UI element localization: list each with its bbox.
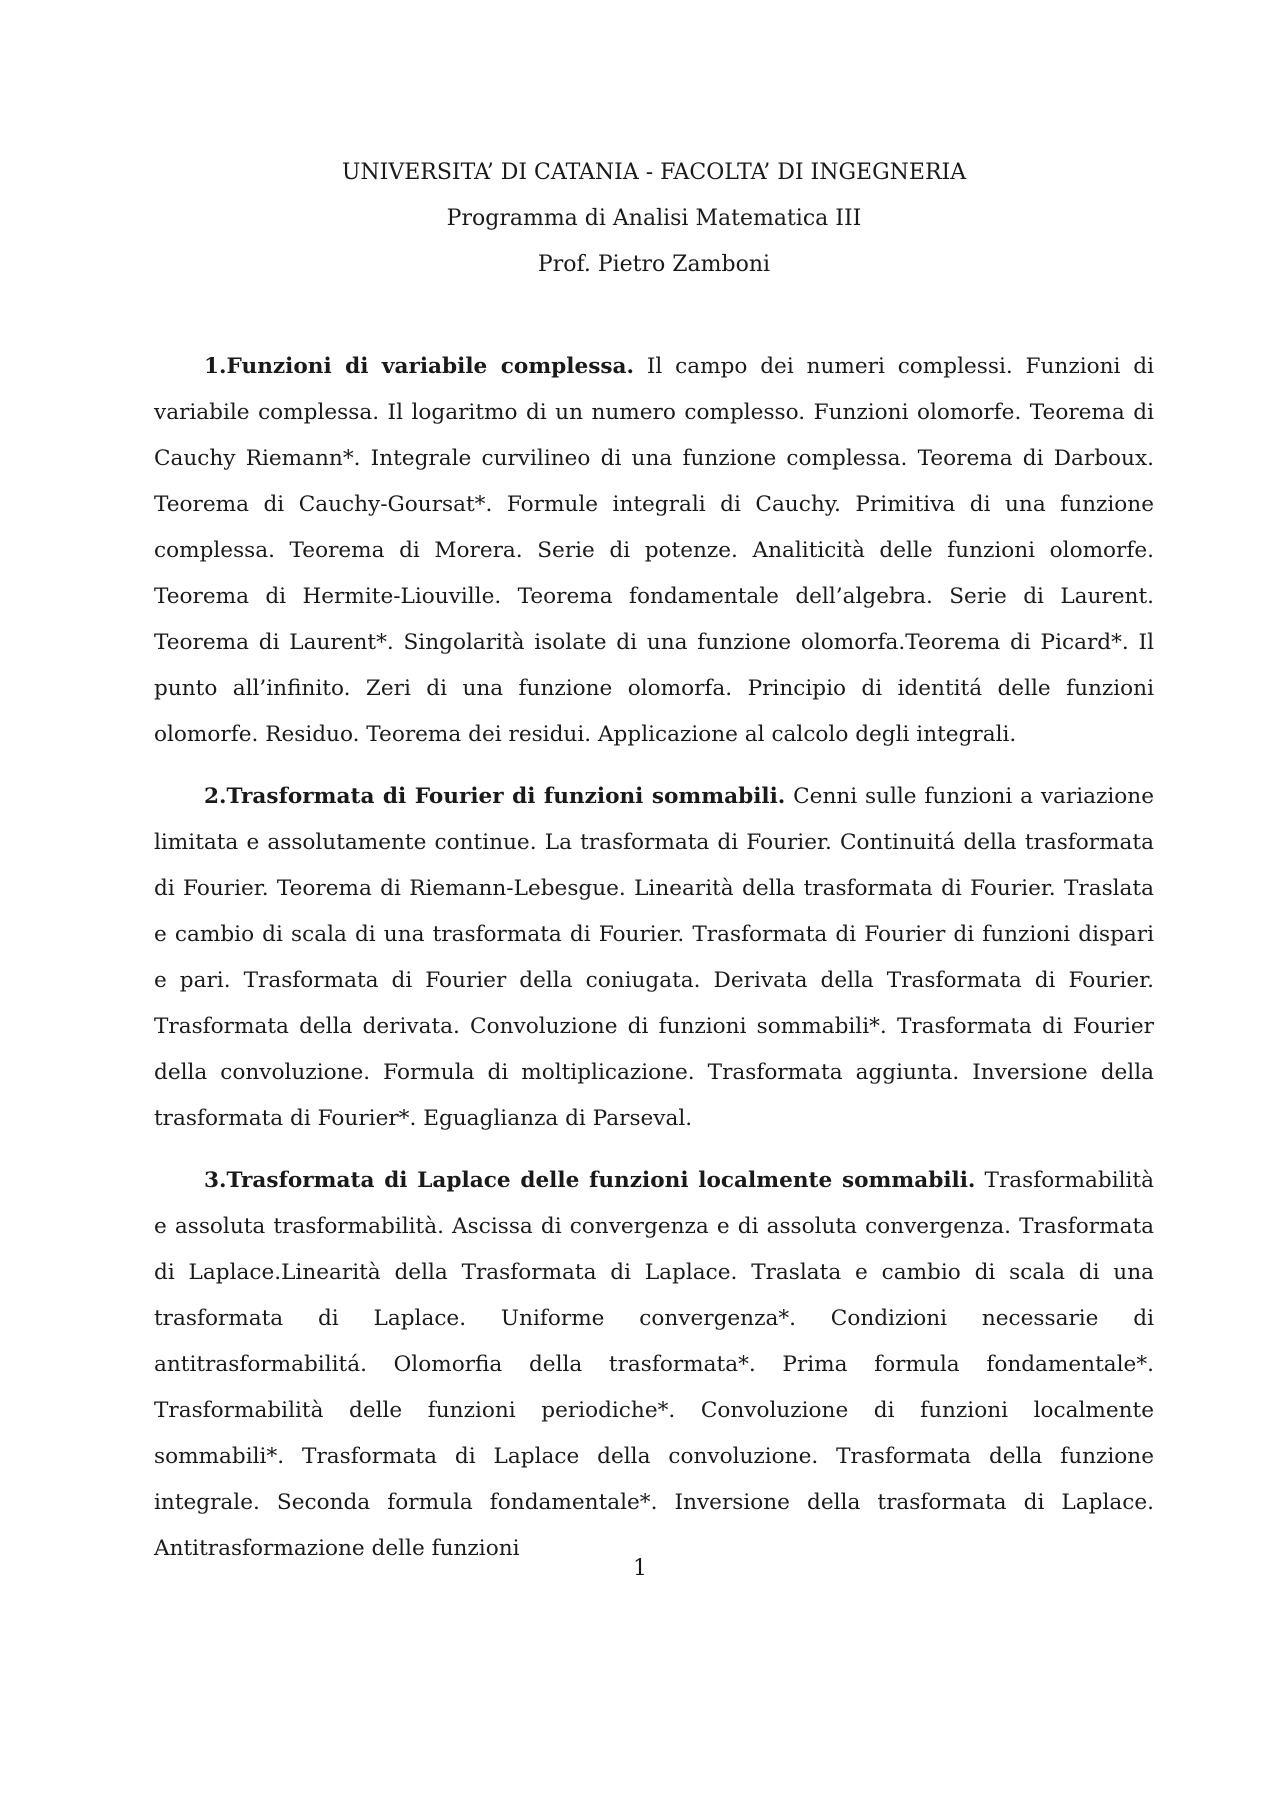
section-laplace-transform <box>154 1158 1154 1572</box>
section-body: Cenni sulle funzioni a variazione limitata e assolutamente continue. La trasformata di Fourier. Continuitá della trasformata di Fourier. Teorema di Riemann-Lebesgue. Linearità della trasformata di Fourier. Traslata e cambio di scala di una trasformata di Fourier. Trasformata di Fourier di funzioni dispari e pari. Trasformata di Fourier della coniugata. Derivata della Trasformata di Fourier. Trasformata della derivata. Convoluzione di funzioni sommabili*. Trasformata di Fourier della convoluzione. Formula di moltiplicazione. Trasformata aggiunta. Inversione della trasformata di Fourier*. Eguaglianza di Parseval. <box>154 784 1154 1131</box>
section-title: 3.Trasformata di Laplace delle funzioni localmente sommabili. <box>204 1168 976 1193</box>
section-title: 2.Trasformata di Fourier di funzioni sommabili. <box>204 784 786 809</box>
professor-name: Prof. Pietro Zamboni <box>537 252 771 277</box>
section-title: 1.Funzioni di variabile complessa. <box>204 354 635 379</box>
section-body: Trasformabilità e assoluta trasformabilità. Ascissa di convergenza e di assoluta convergenza. Trasformata di Laplace.Linearità della Trasformata di Laplace. Traslata e cambio di scala di una trasformata di Laplace. Uniforme convergenza*. Condizioni necessarie di antitrasformabilitá. Olomorfia della trasformata*. Prima formula fondamentale*. Trasformabilità delle funzioni periodiche*. Convoluzione di funzioni localmente sommabili*. Trasformata di Laplace della convoluzione. Trasformata della funzione integrale. Seconda formula fondamentale*. Inversione della trasformata di Laplace. Antitrasformazione delle funzioni <box>154 1168 1154 1561</box>
section-fourier-transform <box>154 774 1154 1142</box>
section-complex-functions <box>154 344 1154 758</box>
course-title: Programma di Analisi Matematica III <box>446 206 862 231</box>
sections-container <box>154 344 1154 1572</box>
page-number: 1 <box>633 1556 647 1581</box>
document-header <box>154 150 1154 288</box>
university-title: UNIVERSITA’ DI CATANIA - FACOLTA’ DI INGEGNERIA <box>341 160 967 185</box>
section-body: Il campo dei numeri complessi. Funzioni di variabile complessa. Il logaritmo di un numero complesso. Funzioni olomorfe. Teorema di Cauchy Riemann*. Integrale curvilineo di una funzione complessa. Teorema di Darboux. Teorema di Cauchy-Goursat*. Formule integrali di Cauchy. Primitiva di una funzione complessa. Teorema di Morera. Serie di potenze. Analiticità delle funzioni olomorfe. Teorema di Hermite-Liouville. Teorema fondamentale dell’algebra. Serie di Laurent. Teorema di Laurent*. Singolarità isolate di una funzione olomorfa.Teorema di Picard*. Il punto all’infinito. Zeri di una funzione olomorfa. Principio di identitá delle funzioni olomorfe. Residuo. Teorema dei residui. Applicazione al calcolo degli integrali. <box>154 354 1155 747</box>
document-page <box>154 150 1154 1588</box>
